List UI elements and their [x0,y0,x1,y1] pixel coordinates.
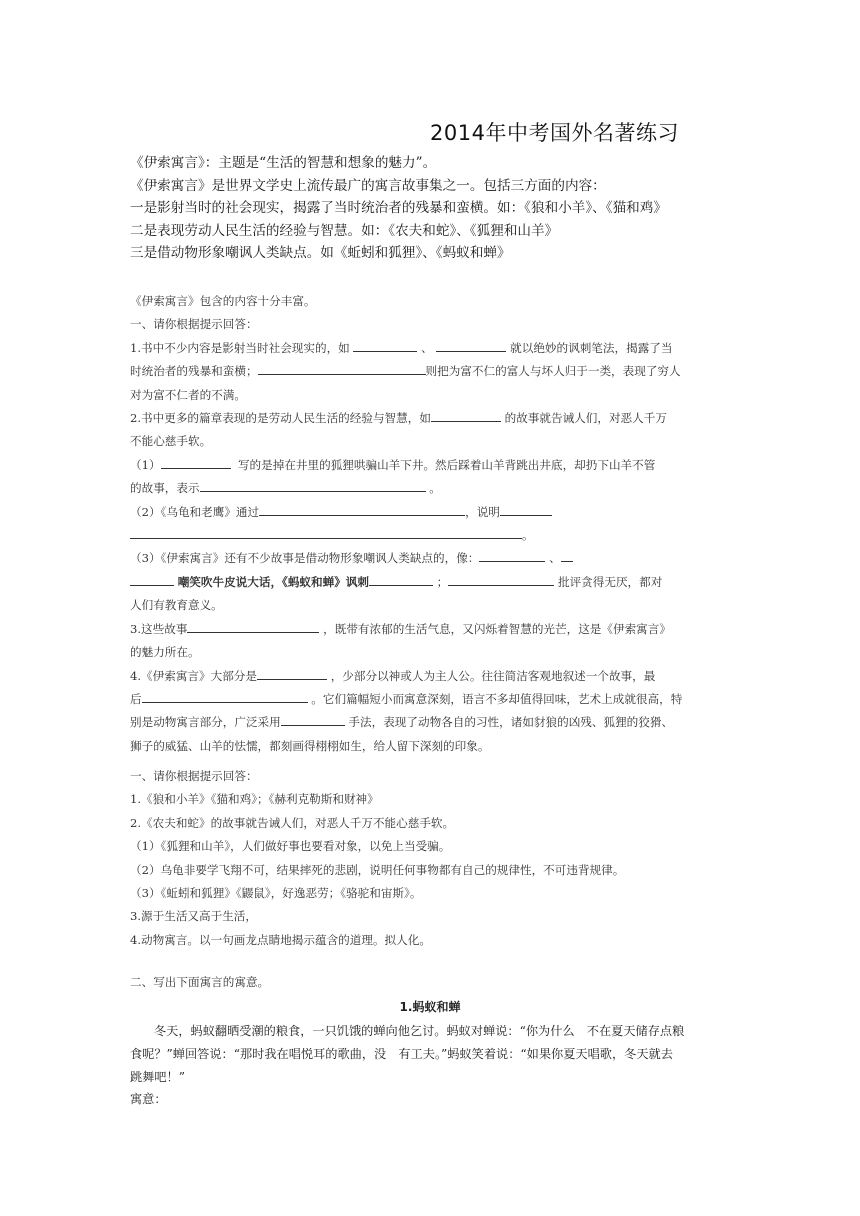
s3-line1: （3）《伊索寓言》还有不少故事是借动物形象嘲讽人类缺点的，像： 、 [130,547,730,570]
section2-heading: 二、写出下面寓言的寓意。 [130,975,270,989]
s2-line2: 。 [130,524,730,547]
intro-line: 《伊索寓言》是世界文学史上流传最广的寓言故事集之一。包括三方面的内容： [130,177,606,194]
page-title: 2014年中考国外名著练习 [430,121,679,145]
s1-line1: （1） 写的是掉在井里的狐狸哄骗山羊下井。然后踩着山羊背跳出井底，却扔下山羊不管 [130,454,730,477]
blank-field[interactable] [161,454,231,469]
s1-line2: 的故事，表示 。 [130,477,730,500]
blank-field[interactable] [259,501,465,516]
answer-line: （3）《蚯蚓和狐狸》《鼹鼠》，好逸恶劳；《骆驼和宙斯》。 [130,886,422,901]
q1-line3: 对为富不仁者的不满。 [130,387,246,402]
blank-field[interactable] [130,524,522,539]
intro-section [130,152,667,265]
story-text [130,1020,684,1111]
answer-line: （2）乌龟非要学飞翔不可，结果摔死的悲剧，说明任何事物都有自己的规律性，不可违背规律。 [130,862,625,877]
s3-line3: 人们有教育意义。 [130,598,223,613]
questions-heading: 一、请你根据提示回答： [130,317,258,332]
answer-line: 3.源于生活又高于生活， [130,909,257,924]
answer-line: 4.动物寓言。以一句画龙点睛地揭示蕴含的道理。拟人化。 [130,932,431,947]
story-line: 跳舞吧！” [130,1069,185,1084]
intro-line: 二是表现劳动人民生活的经验与智慧。如：《农夫和蛇》、《狐狸和山羊》 [130,222,559,239]
answers-heading: 一、请你根据提示回答： [130,769,258,783]
blank-field[interactable] [431,407,501,422]
blank-field[interactable] [479,547,545,562]
blank-field[interactable] [142,688,308,703]
blank-field[interactable] [500,501,552,516]
intro-line: 三是借动物形象嘲讽人类缺点。如《蚯蚓和狐狸》、《蚂蚁和蝉》 [130,245,511,262]
blank-field[interactable] [257,665,327,680]
q2-line1: 2.书中更多的篇章表现的是劳动人民生活的经验与智慧，如 的故事就告诫人们，对恶人千万 [130,407,730,430]
answer-line: （1）《狐狸和山羊》，人们做好事也要看对象，以免上当受骗。 [130,839,451,854]
q2-line2: 不能心慈手软。 [130,434,212,449]
blank-field[interactable] [436,337,506,352]
blank-field[interactable] [187,618,319,633]
q3-line2: 的魅力所在。 [130,645,200,660]
answers-section [130,765,730,952]
blank-field[interactable] [258,360,426,375]
s2-line1: （2）《乌龟和老鹰》通过 ，说明 [130,501,730,524]
questions-section [130,290,730,758]
blank-field[interactable] [448,571,554,586]
answer-line: 1.《狼和小羊》《猫和鸡》；《赫利克勒斯和财神》 [130,792,379,807]
intro-line: 《伊索寓言》：主题是“生活的智慧和想象的魅力”。 [130,155,437,171]
blank-field[interactable] [281,711,345,726]
blank-field[interactable] [200,477,426,492]
q4-line1: 4.《伊索寓言》大部分是 ，少部分以神或人为主人公。往往简洁客观地叙述一个故事，最 [130,665,730,688]
q1-line1: 1.书中不少内容是影射当时社会现实的，如 、 就以绝妙的讽刺笔法，揭露了当 [130,337,730,360]
story-line: 冬天，蚂蚁翻晒受潮的粮食，一只饥饿的蝉向他乞讨。蚂蚁对蝉说：“你为什么 不在夏天储存点粮 [154,1024,685,1038]
questions-lead: 《伊索寓言》包含的内容十分丰富。 [130,294,316,308]
answer-line: 2.《农夫和蛇》的故事就告诫人们，对恶人千万不能心慈手软。 [130,815,455,830]
blank-field[interactable] [369,571,433,586]
q4-line4: 狮子的威猛、山羊的怯懦，都刻画得栩栩如生，给人留下深刻的印象。 [130,738,490,753]
story-title: 1.蚂蚁和蝉 [399,1000,461,1014]
q3-line1: 3.这些故事 ，既带有浓郁的生活气息，又闪烁着智慧的光芒，这是《伊索寓言》 [130,618,730,641]
q1-line2: 时统治者的残暴和蛮横； 则把为富不仁的富人与坏人归于一类，表现了穷人 [130,360,730,383]
blank-field[interactable] [353,337,417,352]
story-line: 食呢？”蝉回答说：“那时我在唱悦耳的歌曲，没 有工夫。”蚂蚁笑着说：“如果你夏天唱歌，冬天就去 [130,1046,673,1061]
blank-field[interactable] [561,547,573,562]
s3-line2: 嘲笑吹牛皮说大话，《蚂蚁和蝉》讽刺 ； 批评贪得无厌，都对 [130,571,730,594]
moral-label: 寓意： [130,1092,167,1107]
q4-line3: 别是动物寓言部分，广泛采用 手法，表现了动物各自的习性，诸如豺狼的凶残、狐狸的狡猾、 [130,711,730,734]
intro-line: 一是影射当时的社会现实，揭露了当时统治者的残暴和蛮横。如：《狼和小羊》、《猫和鸡》 [130,200,667,217]
q4-line2: 后 。它们篇幅短小而寓意深刻，语言不多却值得回味，艺术上成就很高，特 [130,688,730,711]
blank-field[interactable] [130,571,174,586]
